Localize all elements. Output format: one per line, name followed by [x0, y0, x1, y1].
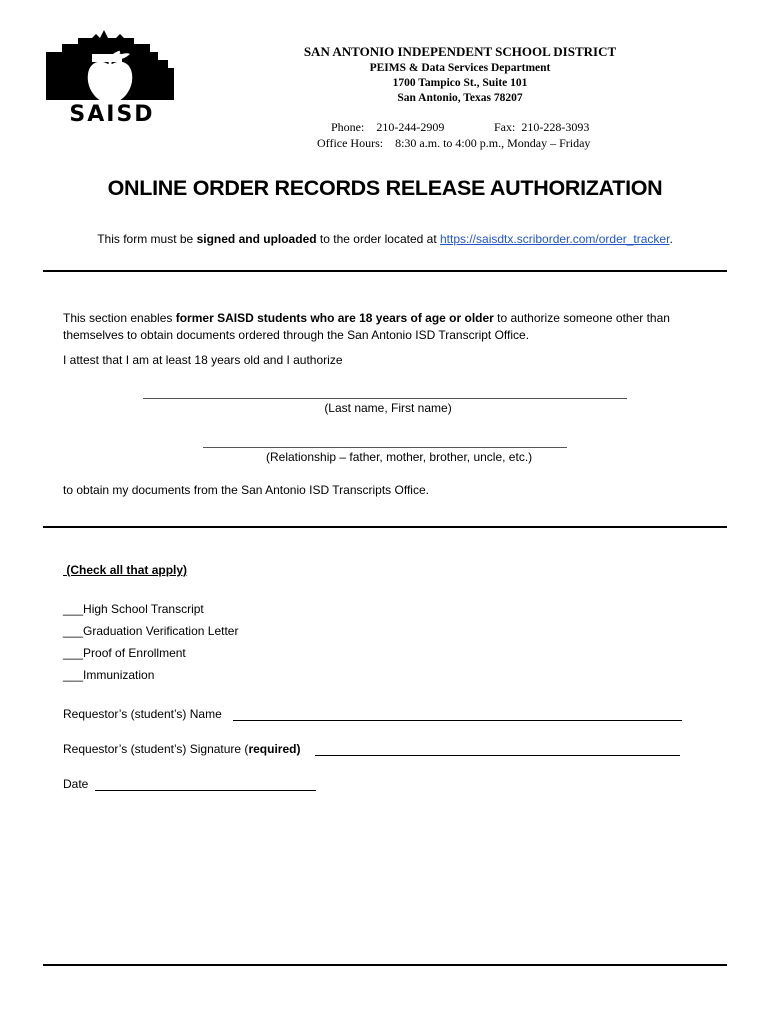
date-label: Date: [63, 777, 89, 791]
relationship-caption: (Relationship – father, mother, brother, uncle, etc.): [266, 450, 533, 464]
logo-wordmark: SAISD: [69, 102, 155, 127]
checklist-item-high-school-transcript[interactable]: [63, 601, 204, 618]
date-field[interactable]: [95, 778, 316, 791]
checklist-item-proof-of-enrollment[interactable]: [63, 645, 186, 662]
checklist-item-label: Graduation Verification Letter: [83, 624, 239, 638]
checkbox-blank[interactable]: ___: [63, 602, 84, 616]
checklist-item-label: Immunization: [83, 668, 155, 682]
intro-pre: This form must be: [97, 232, 197, 246]
checkbox-blank[interactable]: ___: [63, 646, 84, 660]
checklist-heading: [63, 562, 187, 579]
checkbox-blank[interactable]: ___: [63, 624, 84, 638]
auth-bold: former SAISD students who are 18 years of age or older: [175, 311, 494, 325]
relationship-line[interactable]: [203, 447, 567, 448]
checklist-item-immunization[interactable]: [63, 667, 154, 684]
auth-post: to authorize someone other than: [493, 311, 670, 325]
intro-mid: to the order located at: [316, 232, 440, 246]
name-caption: (Last name, First name): [324, 401, 452, 415]
office-hours: Office Hours: 8:30 a.m. to 4:00 p.m., Monday – Friday: [317, 136, 591, 150]
attest-text: I attest that I am at least 18 years old and I authorize: [63, 353, 343, 367]
requestor-signature-label: [63, 741, 300, 758]
intro-bold: signed and uploaded: [196, 232, 317, 246]
signature-label-required: required): [248, 742, 301, 756]
intro-post: .: [669, 232, 673, 246]
requestor-name-field[interactable]: [233, 708, 682, 721]
page-title: ONLINE ORDER RECORDS RELEASE AUTHORIZATION: [107, 176, 663, 200]
checkbox-blank[interactable]: ___: [63, 668, 84, 682]
closing-text: to obtain my documents from the San Antonio ISD Transcripts Office.: [63, 483, 429, 497]
checklist-heading-text: (Check all that apply): [66, 563, 188, 577]
requestor-signature-field[interactable]: [315, 743, 680, 756]
phone-number: Phone: 210-244-2909: [331, 120, 445, 134]
divider-bottom: [43, 964, 727, 966]
requestor-name-label: Requestor’s (student’s) Name: [63, 707, 222, 721]
divider-top: [43, 270, 727, 272]
authorization-paragraph: [63, 310, 723, 344]
signature-label-pre: Requestor’s (student’s) Signature (: [63, 742, 249, 756]
checklist-item-graduation-verification[interactable]: [63, 623, 238, 640]
checklist-item-label: Proof of Enrollment: [83, 646, 186, 660]
address-line-1: 1700 Tampico St., Suite 101: [392, 77, 528, 89]
department-name: PEIMS & Data Services Department: [369, 62, 551, 74]
address-line-2: San Antonio, Texas 78207: [397, 92, 523, 104]
auth-pre: This section enables: [63, 311, 176, 325]
district-name: SAN ANTONIO INDEPENDENT SCHOOL DISTRICT: [303, 44, 617, 59]
checklist-item-label: High School Transcript: [83, 602, 204, 616]
divider-middle: [43, 526, 727, 528]
order-tracker-link[interactable]: https://saisdtx.scriborder.com/order_tracker: [440, 232, 670, 246]
intro-text: [0, 231, 770, 248]
fax-number: Fax: 210-228-3093: [494, 120, 590, 134]
authorized-name-line[interactable]: [143, 398, 627, 399]
auth-line-2: themselves to obtain documents ordered through the San Antonio ISD Transcript Office.: [63, 328, 530, 342]
